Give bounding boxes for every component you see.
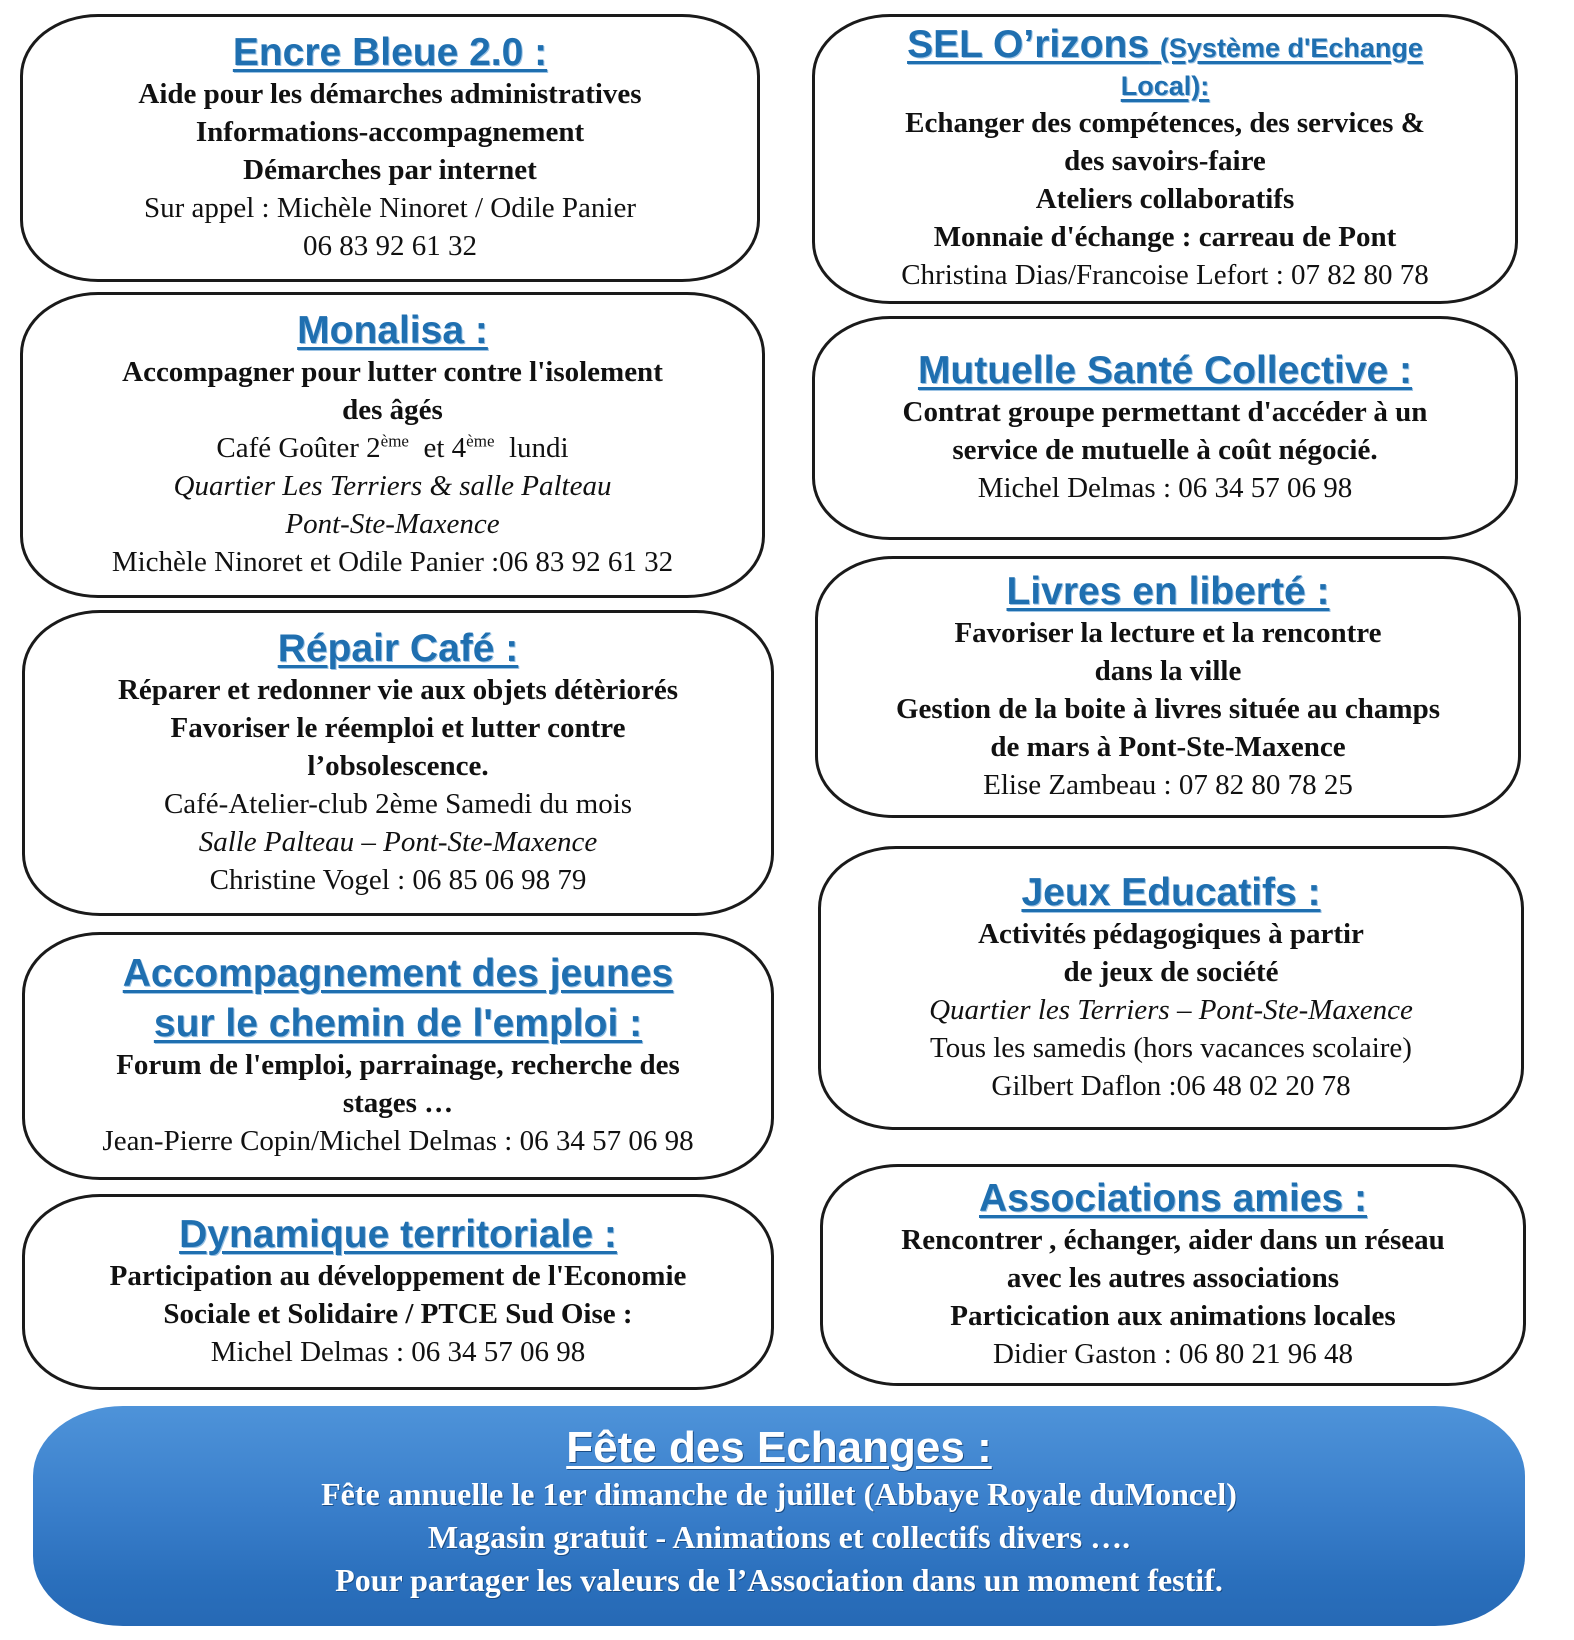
- card-place: Pont-Ste-Maxence: [285, 508, 500, 540]
- card-accompagnement-jeunes: [22, 932, 774, 1180]
- card-contact: Didier Gaston : 06 80 21 96 48: [992, 1338, 1354, 1370]
- card-title: Accompagnement des jeunes: [122, 952, 674, 995]
- card-title: Livres en liberté :: [1006, 570, 1330, 613]
- card-title: Monalisa :: [297, 309, 488, 352]
- card-line: Particication aux animations locales: [950, 1300, 1396, 1332]
- fete-banner: [33, 1406, 1525, 1626]
- card-title: Dynamique territoriale :: [179, 1213, 617, 1256]
- card-line: Sociale et Solidaire / PTCE Sud Oise :: [163, 1298, 633, 1330]
- card-title-sub: (Système d'Echange: [1159, 32, 1423, 63]
- card-line: Gestion de la boite à livres située au champs: [895, 693, 1441, 725]
- card-line: Informations-accompagnement: [195, 116, 585, 148]
- card-title: Associations amies :: [979, 1177, 1367, 1220]
- card-line: Réparer et redonner vie aux objets détèriorés: [117, 674, 678, 706]
- card-line: de mars à Pont-Ste-Maxence: [990, 731, 1346, 763]
- card-line: Participation au développement de l'Economie: [109, 1260, 687, 1292]
- card-title: Jeux Educatifs :: [1021, 871, 1321, 914]
- card-line: Forum de l'emploi, parrainage, recherche des: [116, 1049, 680, 1081]
- banner-line: Pour partager les valeurs de l’Association dans un moment festif.: [335, 1561, 1223, 1598]
- card-line: Aide pour les démarches administratives: [138, 78, 642, 110]
- card-place: Salle Palteau – Pont-Ste-Maxence: [198, 826, 598, 858]
- card-contact: Michel Delmas : 06 34 57 06 98: [977, 472, 1353, 504]
- card-line: Ateliers collaboratifs: [1035, 182, 1295, 215]
- card-mutuelle-sante: [812, 316, 1518, 540]
- card-line: Rencontrer , échanger, aider dans un réseau: [901, 1224, 1445, 1256]
- card-contact: Elise Zambeau : 07 82 80 78 25: [983, 769, 1353, 801]
- card-schedule: Tous les samedis (hors vacances scolaire): [930, 1032, 1412, 1064]
- card-line: stages …: [342, 1087, 454, 1119]
- card-line: Favoriser la lecture et la rencontre: [954, 617, 1382, 649]
- card-title: Encre Bleue 2.0 :: [232, 31, 548, 74]
- banner-title: Fête des Echanges :: [566, 1422, 992, 1472]
- card-jeux-educatifs: [818, 846, 1524, 1130]
- card-encre-bleue: [20, 14, 760, 282]
- ordinal-suffix: ème: [466, 431, 495, 451]
- card-phone: 06 83 92 61 32: [303, 230, 477, 262]
- card-contact: Sur appel : Michèle Ninoret / Odile Panier: [143, 192, 637, 224]
- card-title: sur le chemin de l'emploi :: [153, 1002, 643, 1045]
- card-contact: Michèle Ninoret et Odile Panier :06 83 92 61 32: [111, 546, 674, 578]
- card-title-main: SEL O’rizons: [907, 22, 1150, 66]
- schedule-text: Café Goûter 2: [216, 432, 381, 464]
- card-title-sub: Local):: [1120, 70, 1210, 101]
- card-line: Echanger des compétences, des services &: [905, 106, 1425, 139]
- card-line: Contrat groupe permettant d'accéder à un: [902, 396, 1428, 428]
- card-contact: Christine Vogel : 06 85 06 98 79: [209, 864, 587, 896]
- card-contact: Christina Dias/Francoise Lefort : 07 82 80 78: [901, 258, 1429, 291]
- card-place: Quartier les Terriers – Pont-Ste-Maxence: [929, 994, 1413, 1026]
- card-line: l’obsolescence.: [307, 750, 489, 782]
- card-title: [907, 22, 1423, 68]
- card-line: Activités pédagogiques à partir: [978, 918, 1364, 950]
- card-monalisa: [20, 292, 765, 598]
- card-schedule: [216, 429, 568, 467]
- card-place: Quartier Les Terriers & salle Palteau: [173, 470, 612, 502]
- card-livres-liberte: [815, 556, 1521, 818]
- card-contact: Jean-Pierre Copin/Michel Delmas : 06 34 57 06 98: [102, 1125, 694, 1157]
- card-title: Mutuelle Santé Collective :: [917, 349, 1413, 392]
- card-line: avec les autres associations: [1006, 1262, 1340, 1294]
- card-line: des âgés: [342, 394, 443, 426]
- card-title: Répair Café :: [277, 627, 519, 670]
- card-contact: Gilbert Daflon :06 48 02 20 78: [991, 1070, 1351, 1102]
- card-line: service de mutuelle à coût négocié.: [952, 434, 1378, 466]
- schedule-text: lundi: [494, 432, 569, 464]
- card-line: des savoirs-faire: [1064, 144, 1266, 177]
- card-line: Démarches par internet: [243, 154, 537, 186]
- banner-line: Fête annuelle le 1er dimanche de juillet (Abbaye Royale duMoncel): [321, 1475, 1237, 1512]
- card-schedule: Café-Atelier-club 2ème Samedi du mois: [163, 788, 633, 820]
- card-line: Favoriser le réemploi et lutter contre: [170, 712, 626, 744]
- card-sel-orizons: [812, 14, 1518, 304]
- card-repair-cafe: [22, 610, 774, 916]
- ordinal-suffix: ème: [380, 431, 409, 451]
- banner-line: Magasin gratuit - Animations et collectifs divers ….: [427, 1518, 1131, 1555]
- schedule-text: et 4: [408, 432, 467, 464]
- card-line: Monnaie d'échange : carreau de Pont: [933, 220, 1397, 253]
- card-line: Accompagner pour lutter contre l'isolement: [122, 356, 663, 388]
- card-associations-amies: [820, 1164, 1526, 1386]
- card-line: de jeux de société: [1063, 956, 1279, 988]
- card-contact: Michel Delmas : 06 34 57 06 98: [210, 1336, 586, 1368]
- card-dynamique-territoriale: [22, 1194, 774, 1390]
- card-line: dans la ville: [1094, 655, 1242, 687]
